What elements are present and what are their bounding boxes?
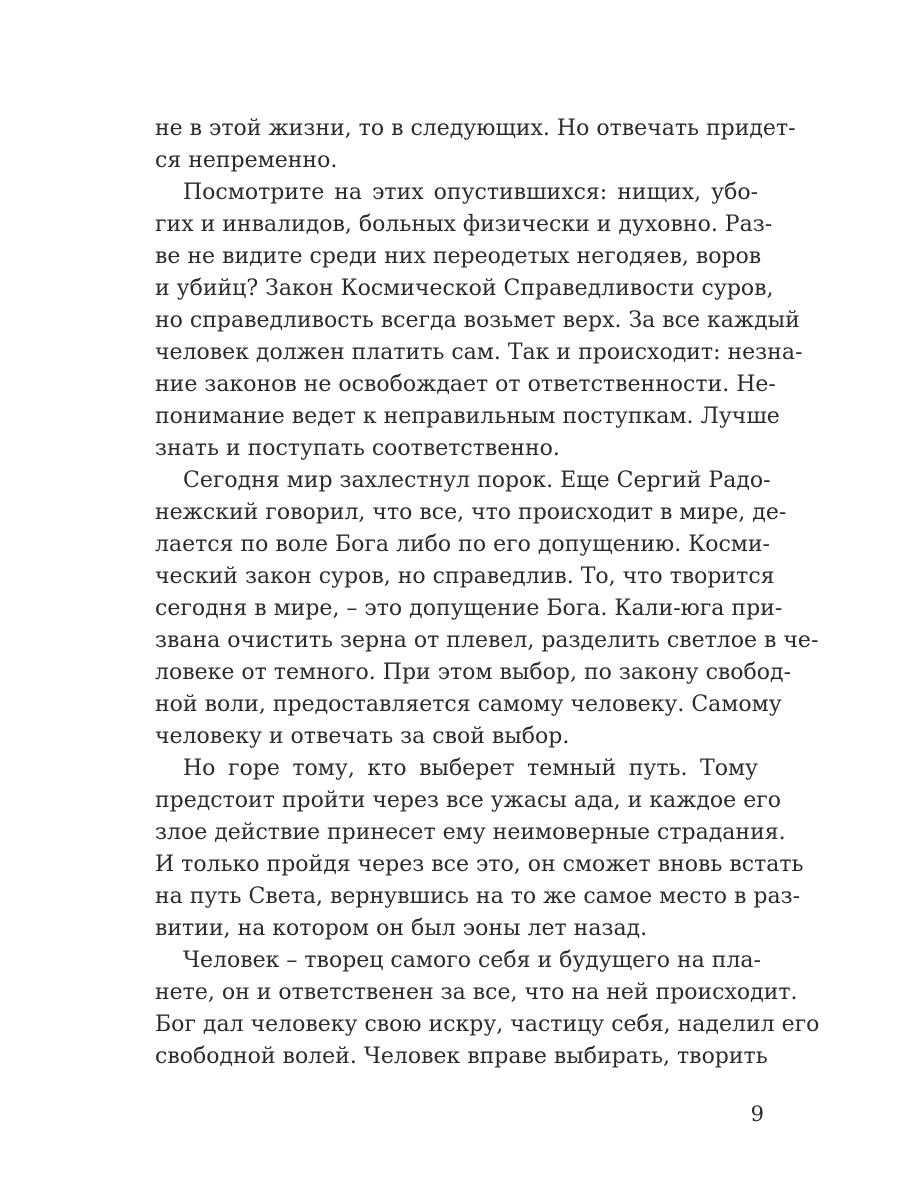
text-line: злое действие принесет ему неимоверные страдания. <box>155 820 786 845</box>
paragraph <box>155 113 796 177</box>
text-line: витии, на котором он был эоны лет назад. <box>155 916 648 941</box>
text-line: но справедливость всегда возьмет верх. За все каждый <box>155 308 800 333</box>
text-line: предстоит пройти через все ужасы ада, и каждое его <box>155 788 781 813</box>
text-line: нежский говорил, что все, что происходит в мире, де- <box>155 500 787 525</box>
text-line: ной воли, предоставляется самому человеку. Самому <box>155 692 782 717</box>
text-line: Но горе тому, кто выберет темный путь. Тому <box>183 756 758 781</box>
text-line: И только пройдя через все это, он сможет вновь встать <box>155 852 804 877</box>
text-line: Человек – творец самого себя и будущего на пла- <box>183 948 761 973</box>
text-line: ве не видите среди них переодетых негодяев, воров <box>155 244 762 269</box>
body-text <box>155 113 820 1073</box>
text-line: ние законов не освобождает от ответственности. Не- <box>155 372 776 397</box>
text-line: ловеке от темного. При этом выбор, по закону свобод- <box>155 660 792 685</box>
text-line: и убийц? Закон Космической Справедливости суров, <box>155 276 774 301</box>
text-line: Бог дал человеку свою искру, частицу себя, наделил его <box>155 1012 820 1037</box>
text-line: не в этой жизни, то в следующих. Но отвечать придет- <box>155 116 796 141</box>
paragraph <box>155 465 819 753</box>
text-line: нете, он и ответственен за все, что на ней происходит. <box>155 980 798 1005</box>
text-line: на путь Света, вернувшись на то же самое место в раз- <box>155 884 801 909</box>
text-line: Сегодня мир захлестнул порок. Еще Сергий Радо- <box>183 468 771 493</box>
page-number: 9 <box>750 1102 764 1126</box>
text-line: сегодня в мире, – это допущение Бога. Кали-юга при- <box>155 596 783 621</box>
paragraph <box>155 177 803 465</box>
text-line: понимание ведет к неправильным поступкам. Лучше <box>155 404 780 429</box>
paragraph <box>155 945 820 1073</box>
paragraph <box>155 753 804 945</box>
text-line: свободной волей. Человек вправе выбирать, творить <box>155 1044 768 1069</box>
text-line: ся непременно. <box>155 148 338 173</box>
text-line: Посмотрите на этих опустившихся: нищих, убо- <box>183 180 758 205</box>
text-line: человек должен платить сам. Так и происходит: незна- <box>155 340 803 365</box>
text-line: знать и поступать соответственно. <box>155 436 560 461</box>
text-line: лается по воле Бога либо по его допущению. Косми- <box>155 532 770 557</box>
text-line: человеку и отвечать за свой выбор. <box>155 724 570 749</box>
text-line: ческий закон суров, но справедлив. То, что творится <box>155 564 775 589</box>
text-line: звана очистить зерна от плевел, разделить светлое в че- <box>155 628 819 653</box>
text-line: гих и инвалидов, больных физически и духовно. Раз- <box>155 212 773 237</box>
